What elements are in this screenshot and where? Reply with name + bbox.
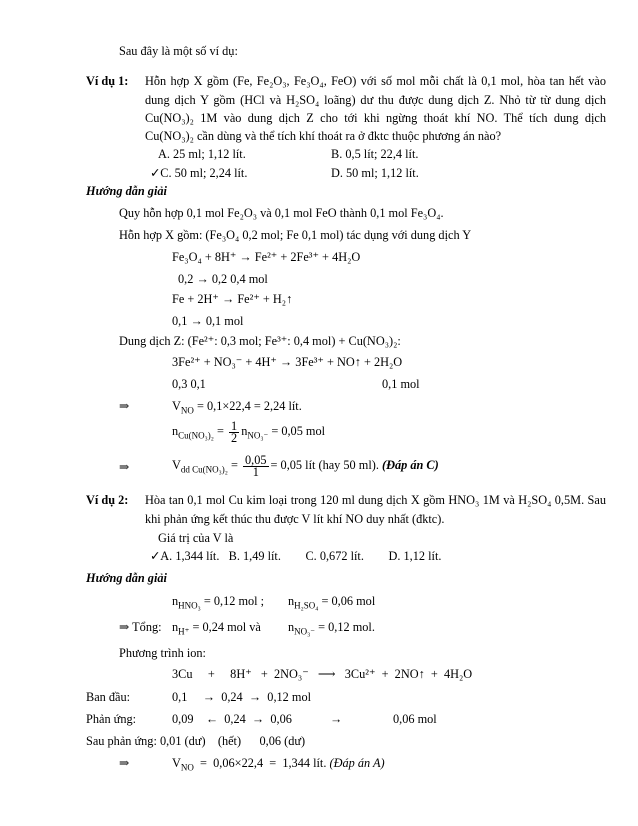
reaction-2-moles: 0,1 → 0,1 mol xyxy=(172,314,244,328)
example-2-line-2: khi phản ứng kết thúc thu được V lít khí NO duy nhất (đktc). xyxy=(145,512,445,526)
volume-no-formula: $V_{NO} = 0,1\times 22,4 = 2,24$ lít. xyxy=(172,399,302,416)
guide-1-step-2: Hỗn hợp X gồm: (Fe₃O₄ 0,2 mol; Fe 0,1 mol) tác dụng với dung dịch Y xyxy=(119,228,472,242)
guide-2-heading: Hướng dẫn giải xyxy=(86,571,167,585)
mole-hno3: $n_{HNO_3} = 0,12$ mol ; xyxy=(172,594,265,611)
example-2-line-3: Giá trị của V là xyxy=(158,531,234,545)
volume-fraction: $\frac{0,05}{1}$ xyxy=(245,452,267,479)
example-2-label: Ví dụ 2: xyxy=(86,493,129,507)
half-fraction: $\frac{1}{2}$ xyxy=(231,418,238,445)
row-after-reaction: Sau phản ứng: 0,01 (dư) (hết) 0,06 (dư) xyxy=(86,734,306,748)
example-2-options: ✓A. 1,344 lít. B. 1,49 lít. C. 0,672 lít. D. 1,12 lít. xyxy=(150,549,442,563)
ionic-reaction: 3Cu + 8H⁺ + 2NO₃⁻ ⟶ 3Cu²⁺ + 2NO↑ + 4H₂O xyxy=(172,667,473,681)
reaction-3-moles-right: 0,1 mol xyxy=(382,377,420,391)
guide-1-heading: Hướng dẫn giải xyxy=(86,184,167,198)
option-a: A. 25 ml; 1,12 lít. xyxy=(158,147,246,161)
reaction-1-moles: 0,2 → 0,2 0,4 mol xyxy=(178,272,268,286)
example-1-line-4: Cu(NO₃)₂ cần dùng và thể tích khí thoát ra ở đktc thuộc phương án nào? xyxy=(145,129,502,143)
example-2-line-1: Hòa tan 0,1 mol Cu kim loại trong 120 ml dung dịch X gồm HNO₃ 1M và H₂SO₄ 0,5M. Sau xyxy=(145,493,606,507)
example-1-line-1: Hỗn hợp X gồm (Fe, Fe₂O₃, Fe₃O₄, FeO) với số mol mỗi chất là 0,1 mol, hòa tan hết vào xyxy=(145,74,606,88)
example-1-label: Ví dụ 1: xyxy=(86,74,129,88)
ionic-equation-label: Phương trình ion: xyxy=(119,646,206,660)
row-reaction-product: 0,06 mol xyxy=(393,712,437,726)
example-1-line-2: dung dịch Y gồm (HCl và H₂SO₄ loãng) dư thu được dung dịch Z. Nhỏ từ từ dung dịch xyxy=(145,93,606,107)
row-reaction-arrow: → xyxy=(330,712,343,726)
mole-cu-nitrate-formula: $n_{Cu(NO_3)_2}$ = $\frac{1}{2}$ $n_{NO_3^-} = 0,05$ mol xyxy=(172,418,326,445)
total-label: ⇒ Tổng: xyxy=(119,620,162,634)
option-c-correct: ✓C. 50 ml; 2,24 lít. xyxy=(150,166,248,180)
intro-text: Sau đây là một số ví dụ: xyxy=(119,44,238,58)
mole-h-plus: $n_{H^+} = 0,24$ mol và xyxy=(172,620,261,637)
implies-icon: ⇒ xyxy=(119,756,130,770)
mole-nitrate: $n_{NO_3^-} = 0,12$ mol. xyxy=(288,620,375,637)
answer-1: (Đáp án C) xyxy=(382,458,439,472)
option-b: B. 0,5 lít; 22,4 lít. xyxy=(331,147,419,161)
row-reaction-values: 0,09 ← 0,24 → 0,06 xyxy=(172,712,292,726)
mole-h2so4: $n_{H_2SO_4} = 0,06$ mol xyxy=(288,594,376,611)
reaction-1: Fe₃O₄ + 8H⁺ → Fe²⁺ + 2Fe³⁺ + 4H₂O xyxy=(172,250,361,264)
row-reaction-label: Phản ứng: xyxy=(86,712,137,726)
volume-solution-formula: $V_{dd Cu(NO_3)_2}$ = $\frac{0,05}{1}$ = 0,05 lít (hay 50 ml). (Đáp án C) xyxy=(172,452,439,479)
example-1-line-3: Cu(NO₃)₂ 1M vào dung dịch Z cho tới khi ngừng thoát khí NO. Thể tích dung dịch xyxy=(145,111,606,125)
answer-2: (Đáp án A) xyxy=(329,756,385,770)
guide-1-step-3: Dung dịch Z: (Fe²⁺: 0,3 mol; Fe³⁺: 0,4 mol) + Cu(NO₃)₂: xyxy=(119,334,401,348)
reaction-3: 3Fe²⁺ + NO₃⁻ + 4H⁺ → 3Fe³⁺ + NO↑ + 2H₂O xyxy=(172,355,403,369)
row-initial-label: Ban đầu: xyxy=(86,690,131,704)
implies-icon: ⇒ xyxy=(119,399,130,413)
option-d: D. 50 ml; 1,12 lít. xyxy=(331,166,419,180)
implies-icon: ⇒ xyxy=(119,460,130,474)
reaction-2: Fe + 2H⁺ → Fe²⁺ + H₂↑ xyxy=(172,292,293,306)
reaction-3-moles-left: 0,3 0,1 xyxy=(172,377,206,391)
row-initial-values: 0,1 → 0,24 → 0,12 mol xyxy=(172,690,312,704)
volume-no-result: $V_{NO} = 0,06\times 22,4 = 1,344$ lít. (Đáp án A) xyxy=(172,756,385,773)
guide-1-step-1: Quy hỗn hợp 0,1 mol Fe₂O₃ và 0,1 mol FeO thành 0,1 mol Fe₃O₄. xyxy=(119,206,444,220)
